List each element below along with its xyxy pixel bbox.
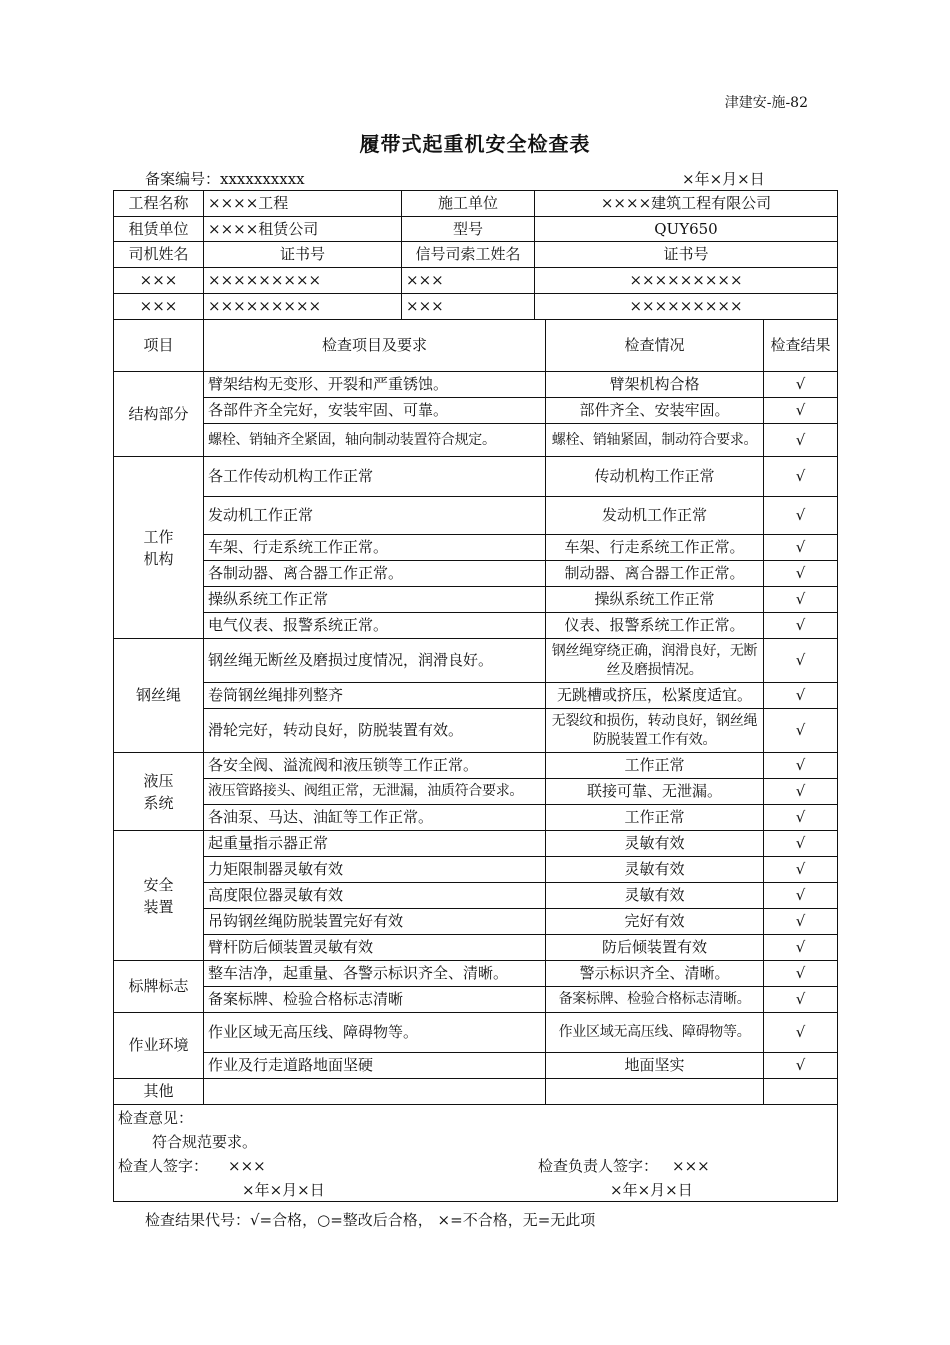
requirement-cell: 电气仪表、报警系统正常。 bbox=[204, 613, 546, 639]
status-cell: 作业区域无高压线、障碍物等。 bbox=[546, 1013, 764, 1053]
section-name: 标牌标志 bbox=[114, 961, 204, 1013]
other-status bbox=[546, 1079, 764, 1105]
inspector-date: ×年×月×日 bbox=[242, 1181, 325, 1199]
driver-cert: ××××××××× bbox=[204, 268, 402, 294]
section-name: 液压系统 bbox=[114, 753, 204, 831]
check-row bbox=[114, 398, 838, 424]
page-title: 履带式起重机安全检查表 bbox=[359, 132, 591, 156]
status-cell: 制动器、离合器工作正常。 bbox=[546, 561, 764, 587]
status-cell: 臂架机构合格 bbox=[546, 372, 764, 398]
construction-label: 施工单位 bbox=[402, 191, 535, 217]
check-row bbox=[114, 709, 838, 753]
requirement-cell: 吊钩钢丝绳防脱装置完好有效 bbox=[204, 909, 546, 935]
result-cell: √ bbox=[764, 639, 838, 683]
driver-name: ××× bbox=[114, 294, 204, 320]
status-cell: 完好有效 bbox=[546, 909, 764, 935]
result-cell: √ bbox=[764, 753, 838, 779]
check-row bbox=[114, 753, 838, 779]
result-cell: √ bbox=[764, 779, 838, 805]
status-cell: 仪表、报警系统工作正常。 bbox=[546, 613, 764, 639]
check-row bbox=[114, 683, 838, 709]
status-cell: 灵敏有效 bbox=[546, 857, 764, 883]
status-cell: 灵敏有效 bbox=[546, 883, 764, 909]
result-cell: √ bbox=[764, 587, 838, 613]
header-requirement: 检查项目及要求 bbox=[204, 320, 546, 372]
check-row bbox=[114, 587, 838, 613]
signal-cert: ××××××××× bbox=[535, 294, 838, 320]
check-row bbox=[114, 987, 838, 1013]
status-cell: 灵敏有效 bbox=[546, 831, 764, 857]
status-cell: 发动机工作正常 bbox=[546, 497, 764, 535]
result-cell: √ bbox=[764, 831, 838, 857]
check-row bbox=[114, 639, 838, 683]
result-cell: √ bbox=[764, 683, 838, 709]
check-row bbox=[114, 561, 838, 587]
check-row bbox=[114, 372, 838, 398]
requirement-cell: 各工作传动机构工作正常 bbox=[204, 457, 546, 497]
status-cell: 工作正常 bbox=[546, 753, 764, 779]
requirement-cell: 液压管路接头、阀组正常，无泄漏，油质符合要求。 bbox=[204, 779, 546, 805]
result-cell: √ bbox=[764, 497, 838, 535]
requirement-cell: 各安全阀、溢流阀和液压锁等工作正常。 bbox=[204, 753, 546, 779]
signal-cert-label: 证书号 bbox=[535, 242, 838, 268]
construction-value: ××××建筑工程有限公司 bbox=[535, 191, 838, 217]
status-cell: 联接可靠、无泄漏。 bbox=[546, 779, 764, 805]
leader-label: 检查负责人签字： bbox=[538, 1157, 659, 1175]
status-cell: 部件齐全、安装牢固。 bbox=[546, 398, 764, 424]
status-cell: 工作正常 bbox=[546, 805, 764, 831]
check-row bbox=[114, 535, 838, 561]
section-name: 钢丝绳 bbox=[114, 639, 204, 753]
leader-signature: ××× bbox=[672, 1157, 710, 1175]
check-row bbox=[114, 909, 838, 935]
check-row bbox=[114, 1053, 838, 1079]
requirement-cell: 臂杆防后倾装置灵敏有效 bbox=[204, 935, 546, 961]
result-cell: √ bbox=[764, 961, 838, 987]
requirement-cell: 高度限位器灵敏有效 bbox=[204, 883, 546, 909]
status-cell: 防后倾装置有效 bbox=[546, 935, 764, 961]
requirement-cell: 作业区域无高压线、障碍物等。 bbox=[204, 1013, 546, 1053]
result-cell: √ bbox=[764, 709, 838, 753]
signal-name: ××× bbox=[402, 268, 535, 294]
requirement-cell: 操纵系统工作正常 bbox=[204, 587, 546, 613]
result-cell: √ bbox=[764, 935, 838, 961]
check-row bbox=[114, 497, 838, 535]
other-label: 其他 bbox=[114, 1079, 204, 1105]
record-number-label: 备案编号： bbox=[145, 170, 221, 188]
opinion-cell bbox=[114, 1105, 838, 1202]
result-cell: √ bbox=[764, 457, 838, 497]
result-cell: √ bbox=[764, 398, 838, 424]
project-label: 工程名称 bbox=[114, 191, 204, 217]
status-cell: 螺栓、销轴紧固，制动符合要求。 bbox=[546, 424, 764, 457]
check-row bbox=[114, 424, 838, 457]
document-code: 津建安-施-82 bbox=[724, 95, 808, 111]
section-name: 工作机构 bbox=[114, 457, 204, 639]
requirement-cell: 作业及行走道路地面坚硬 bbox=[204, 1053, 546, 1079]
check-row bbox=[114, 883, 838, 909]
driver-name: ××× bbox=[114, 268, 204, 294]
requirement-cell: 滑轮完好，转动良好，防脱装置有效。 bbox=[204, 709, 546, 753]
requirement-cell: 螺栓、销轴齐全紧固，轴向制动装置符合规定。 bbox=[204, 424, 546, 457]
check-row bbox=[114, 1013, 838, 1053]
header-status: 检查情况 bbox=[546, 320, 764, 372]
section-name: 作业环境 bbox=[114, 1013, 204, 1079]
result-cell: √ bbox=[764, 424, 838, 457]
driver-label: 司机姓名 bbox=[114, 242, 204, 268]
basic-info-table bbox=[113, 190, 838, 320]
result-cell: √ bbox=[764, 857, 838, 883]
requirement-cell: 整车洁净，起重量、各警示标识齐全、清晰。 bbox=[204, 961, 546, 987]
signal-cert: ××××××××× bbox=[535, 268, 838, 294]
signal-label: 信号司索工姓名 bbox=[402, 242, 535, 268]
opinion-label: 检查意见： bbox=[118, 1109, 194, 1127]
section-name: 安全装置 bbox=[114, 831, 204, 961]
requirement-cell: 各油泵、马达、油缸等工作正常。 bbox=[204, 805, 546, 831]
status-cell: 操纵系统工作正常 bbox=[546, 587, 764, 613]
check-row bbox=[114, 613, 838, 639]
status-cell: 地面坚实 bbox=[546, 1053, 764, 1079]
status-cell: 无跳槽或挤压，松紧度适宜。 bbox=[546, 683, 764, 709]
rental-label: 租赁单位 bbox=[114, 217, 204, 242]
model-label: 型号 bbox=[402, 217, 535, 242]
requirement-cell: 各制动器、离合器工作正常。 bbox=[204, 561, 546, 587]
section-name: 结构部分 bbox=[114, 372, 204, 457]
status-cell: 钢丝绳穿绕正确，润滑良好，无断丝及磨损情况。 bbox=[546, 639, 764, 683]
other-result bbox=[764, 1079, 838, 1105]
opinion-text: 符合规范要求。 bbox=[152, 1133, 258, 1151]
requirement-cell: 备案标牌、检验合格标志清晰 bbox=[204, 987, 546, 1013]
requirement-cell: 各部件齐全完好，安装牢固、可靠。 bbox=[204, 398, 546, 424]
header-date: ×年×月×日 bbox=[682, 170, 765, 188]
result-cell: √ bbox=[764, 1053, 838, 1079]
requirement-cell: 钢丝绳无断丝及磨损过度情况，润滑良好。 bbox=[204, 639, 546, 683]
result-cell: √ bbox=[764, 561, 838, 587]
result-legend: 检查结果代号：√=合格，○=整改后合格， ×=不合格，无=无此项 bbox=[145, 1211, 596, 1229]
opinion-block bbox=[114, 1105, 837, 1201]
check-row bbox=[114, 779, 838, 805]
check-row bbox=[114, 805, 838, 831]
inspector-signature: ××× bbox=[228, 1157, 266, 1175]
requirement-cell: 臂架结构无变形、开裂和严重锈蚀。 bbox=[204, 372, 546, 398]
inspection-table bbox=[113, 319, 838, 1202]
status-cell: 备案标牌、检验合格标志清晰。 bbox=[546, 987, 764, 1013]
project-value: ××××工程 bbox=[204, 191, 402, 217]
check-row bbox=[114, 457, 838, 497]
other-requirement bbox=[204, 1079, 546, 1105]
requirement-cell: 发动机工作正常 bbox=[204, 497, 546, 535]
header-item: 项目 bbox=[114, 320, 204, 372]
result-cell: √ bbox=[764, 909, 838, 935]
result-cell: √ bbox=[764, 535, 838, 561]
result-cell: √ bbox=[764, 805, 838, 831]
status-cell: 传动机构工作正常 bbox=[546, 457, 764, 497]
result-cell: √ bbox=[764, 987, 838, 1013]
requirement-cell: 车架、行走系统工作正常。 bbox=[204, 535, 546, 561]
header-result: 检查结果 bbox=[764, 320, 838, 372]
check-row bbox=[114, 961, 838, 987]
record-number bbox=[145, 168, 305, 189]
model-value: QUY650 bbox=[535, 217, 838, 242]
check-row bbox=[114, 831, 838, 857]
result-cell: √ bbox=[764, 613, 838, 639]
result-cell: √ bbox=[764, 1013, 838, 1053]
leader-date: ×年×月×日 bbox=[610, 1181, 693, 1199]
driver-cert: ××××××××× bbox=[204, 294, 402, 320]
record-number-value: xxxxxxxxxx bbox=[220, 170, 305, 188]
status-cell: 警示标识齐全、清晰。 bbox=[546, 961, 764, 987]
result-cell: √ bbox=[764, 372, 838, 398]
status-cell: 车架、行走系统工作正常。 bbox=[546, 535, 764, 561]
requirement-cell: 力矩限制器灵敏有效 bbox=[204, 857, 546, 883]
status-cell: 无裂纹和损伤，转动良好，钢丝绳防脱装置工作有效。 bbox=[546, 709, 764, 753]
inspector-label: 检查人签字： bbox=[118, 1157, 209, 1175]
driver-cert-label: 证书号 bbox=[204, 242, 402, 268]
requirement-cell: 卷筒钢丝绳排列整齐 bbox=[204, 683, 546, 709]
other-row bbox=[114, 1079, 838, 1105]
opinion-row bbox=[114, 1105, 838, 1202]
check-row bbox=[114, 857, 838, 883]
requirement-cell: 起重量指示器正常 bbox=[204, 831, 546, 857]
rental-value: ××××租赁公司 bbox=[204, 217, 402, 242]
signal-name: ××× bbox=[402, 294, 535, 320]
check-row bbox=[114, 935, 838, 961]
result-cell: √ bbox=[764, 883, 838, 909]
